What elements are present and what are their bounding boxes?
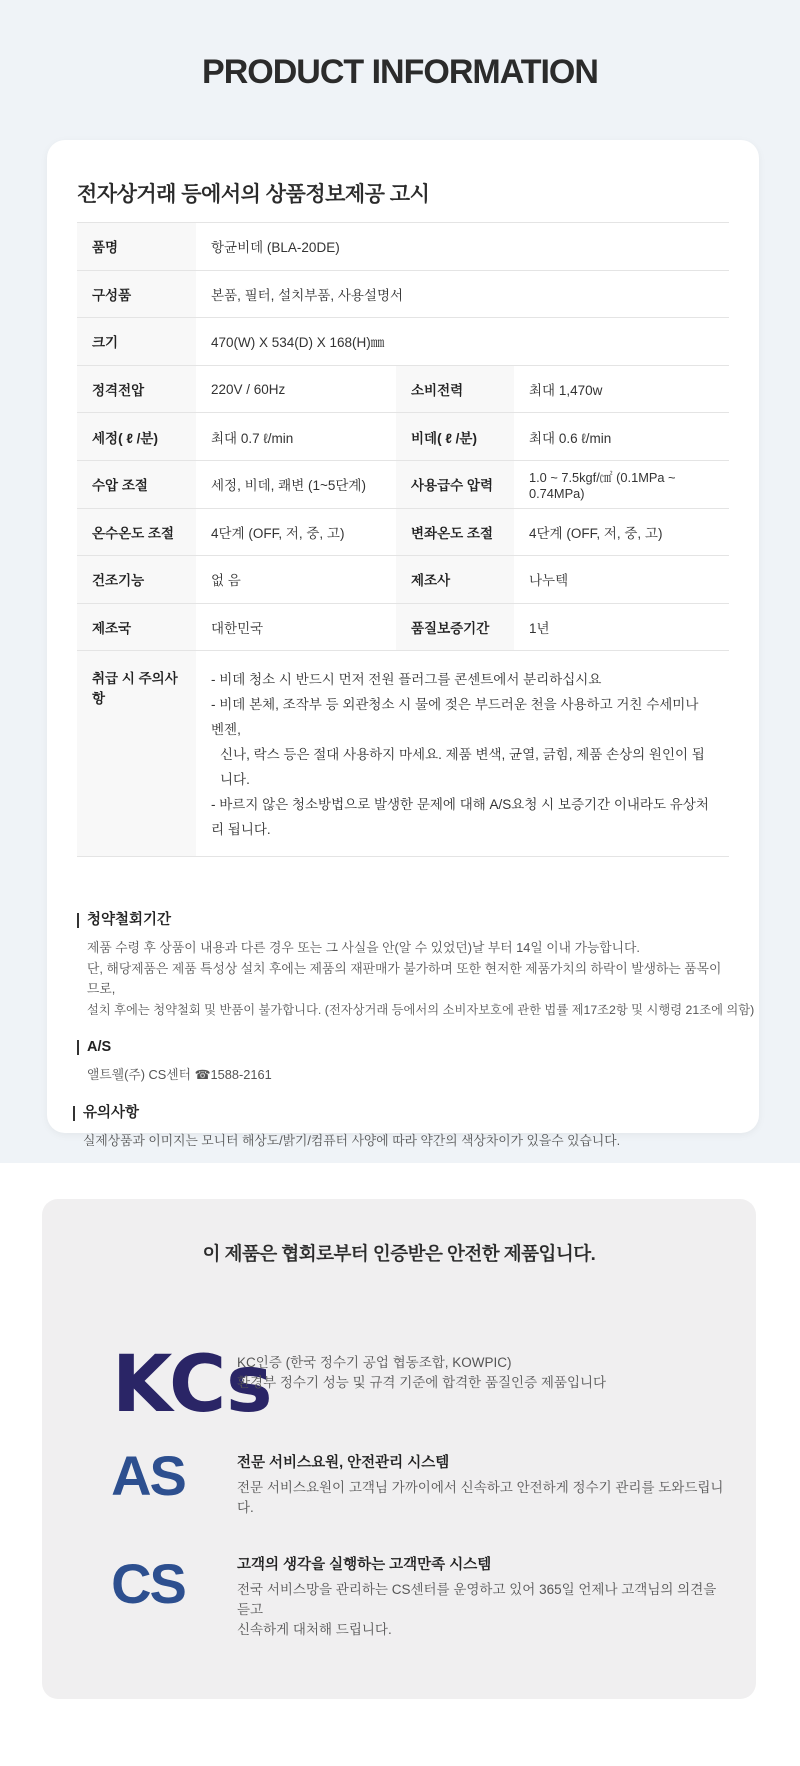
caution-section [73,1106,729,1152]
row-label: 비데( ℓ /분) [396,413,514,461]
row-value: 항균비데 (BLA-20DE) [196,223,729,271]
row-label: 크기 [77,318,196,366]
withdrawal-heading: 청약철회기간 [77,913,729,928]
row-label: 구성품 [77,270,196,318]
as-heading: A/S [77,1040,729,1055]
caution-text: 실제상품과 이미지는 모니터 해상도/밝기/컴퓨터 사양에 따라 약간의 색상차이가 있을수 있습니다. [83,1132,621,1148]
cs-feature-desc: 신속하게 대처해 드립니다. [237,1622,392,1637]
kc-certification-logo [98,1333,273,1430]
row-value: 나누텍 [514,556,729,604]
withdrawal-text [77,938,755,1020]
row-label: 건조기능 [77,556,196,604]
as-feature-text [237,1451,727,1518]
caution-line: 신나, 락스 등은 절대 사용하지 마세요. 제품 변색, 균열, 긁힘, 제품 손상의 원인이 됩니다. [220,747,705,788]
kc-feature [42,1333,756,1433]
as-section [77,1040,729,1086]
row-label: 취급 시 주의사항 [77,651,196,857]
withdrawal-section [77,912,755,1020]
kc-desc-line: KC인증 (한국 정수기 공업 협동조합, KOWPIC) [237,1355,512,1370]
row-value: 4단계 (OFF, 저, 중, 고) [196,508,396,556]
policy-info [77,912,755,1151]
table-row [77,223,729,271]
row-value: 대한민국 [196,603,396,651]
notice-title: 전자상거래 등에서의 상품정보제공 고시 [77,183,430,206]
table-row [77,603,729,651]
as-contact: 앨트웰(주) CS센터 ☎1588-2161 [87,1067,272,1083]
cs-feature-title: 고객의 생각을 실행하는 고객만족 시스템 [237,1557,492,1573]
row-value: 최대 1,470w [514,365,729,413]
row-label: 사용급수 압력 [396,460,514,508]
text-line: 설치 후에는 청약철회 및 반품이 불가합니다. (전자상거래 등에서의 소비자보호에 관한 법률 제17조2항 및 시행령 21조에 의함) [87,1002,755,1017]
row-value: 220V / 60Hz [196,365,396,413]
row-label: 소비전력 [396,365,514,413]
table-row-caution [77,651,729,857]
table-row [77,318,729,366]
info-card [47,140,759,1148]
table-row [77,270,729,318]
table-row [77,413,729,461]
row-label: 수압 조절 [77,460,196,508]
cs-feature [42,1545,756,1645]
as-logo: AS [111,1444,185,1507]
table-row [77,460,729,508]
table-row [77,508,729,556]
text-line: 단, 해당제품은 제품 특성상 설치 후에는 제품의 재판매가 불가하며 또한 현저한 제품가치의 하락이 발생하는 품목이므로, [87,960,722,997]
row-label: 품명 [77,223,196,271]
row-value: 4단계 (OFF, 저, 중, 고) [514,508,729,556]
as-feature-desc: 전문 서비스요원이 고객님 가까이에서 신속하고 안전하게 정수기 관리를 도와드립니다. [237,1480,724,1515]
row-value: 최대 0.6 ℓ/min [514,413,729,461]
caution-line: - 비데 본체, 조작부 등 외관청소 시 물에 젖은 부드러운 천을 사용하고 거친 수세미나 벤젠, [211,697,699,738]
row-label: 품질보증기간 [396,603,514,651]
kc-text [237,1353,727,1393]
as-feature [42,1439,756,1539]
row-label: 제조사 [396,556,514,604]
row-label: 온수온도 조절 [77,508,196,556]
spec-table [77,222,729,857]
caution-line: - 바르지 않은 청소방법으로 발생한 문제에 대해 A/S요청 시 보증기간 이내라도 유상처리 됩니다. [211,797,709,838]
caution-notes [196,651,729,857]
page-title: PRODUCT INFORMATION [202,53,598,91]
row-value: 1년 [514,603,729,651]
row-value: 본품, 필터, 설치부품, 사용설명서 [196,270,729,318]
row-value: 세정, 비데, 쾌변 (1~5단계) [196,460,396,508]
kc-logo-text: KCs [112,1340,273,1430]
row-value: 최대 0.7 ℓ/min [196,413,396,461]
table-row [77,365,729,413]
row-label: 변좌온도 조절 [396,508,514,556]
caution-line: - 비데 청소 시 반드시 먼저 전원 플러그를 콘센트에서 분리하십시요 [211,672,602,688]
table-row [77,556,729,604]
row-value: 없 음 [196,556,396,604]
cs-feature-desc: 전국 서비스망을 관리하는 CS센터를 운영하고 있어 365일 언제나 고객님의 의견을 듣고 [237,1582,717,1617]
caution-heading: 유의사항 [73,1106,729,1121]
row-value: 1.0 ~ 7.5kgf/㎠ (0.1MPa ~ 0.74MPa) [514,460,729,508]
row-label: 제조국 [77,603,196,651]
kc-desc-line: 환경부 정수기 성능 및 규격 기준에 합격한 품질인증 제품입니다 [237,1375,607,1390]
cs-feature-text [237,1553,727,1640]
certification-section [42,1199,756,1699]
row-label: 세정( ℓ /분) [77,413,196,461]
as-feature-title: 전문 서비스요원, 안전관리 시스템 [237,1455,450,1471]
text-line: 제품 수령 후 상품이 내용과 다른 경우 또는 그 사실을 안(알 수 있었던)날 부터 14일 이내 가능합니다. [87,940,640,956]
row-label: 정격전압 [77,365,196,413]
row-value: 470(W) X 534(D) X 168(H)㎜ [196,318,729,366]
certification-title: 이 제품은 협회로부터 인증받은 안전한 제품입니다. [202,1243,596,1264]
cs-logo: CS [111,1552,185,1615]
